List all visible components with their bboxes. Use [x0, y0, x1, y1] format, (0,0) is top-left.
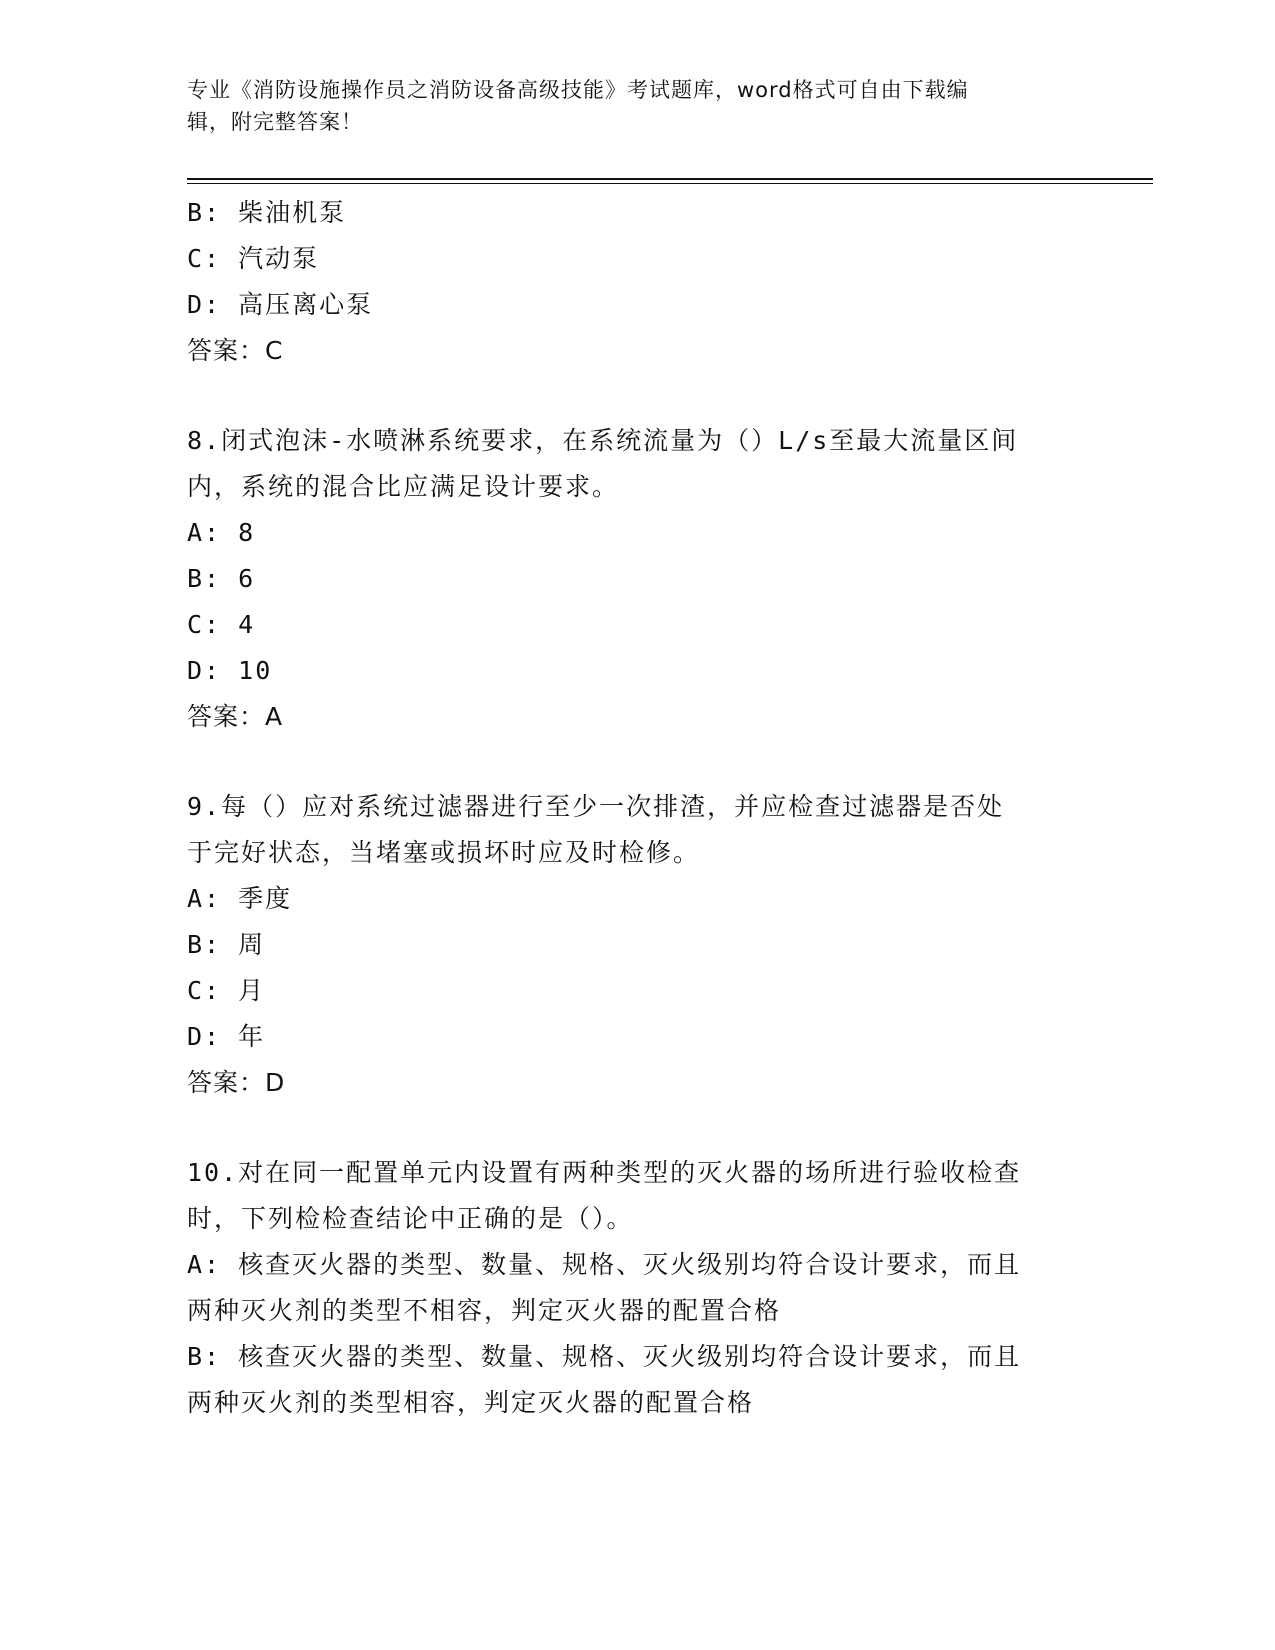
option-c: C: 月: [187, 976, 266, 1005]
option-a: A: 季度: [187, 884, 293, 913]
header-divider-thin: [187, 183, 1153, 184]
option-a: A: 8: [187, 518, 256, 547]
question-stem-continued: 时，下列检检查结论中正确的是（）。: [187, 1204, 634, 1233]
option-b: B: 柴油机泵: [187, 198, 347, 227]
question-stem: 10.对在同一配置单元内设置有两种类型的灭火器的场所进行验收检查: [187, 1158, 1022, 1187]
question-stem: 9.每（）应对系统过滤器进行至少一次排渣，并应检查过滤器是否处: [187, 792, 1005, 821]
option-b: B: 核查灭火器的类型、数量、规格、灭火级别均符合设计要求，而且: [187, 1342, 1022, 1371]
option-b-continued: 两种灭火剂的类型相容，判定灭火器的配置合格: [187, 1388, 755, 1417]
question-8: [187, 418, 1087, 740]
question-content: [187, 190, 1087, 1426]
option-d: D: 高压离心泵: [187, 290, 374, 319]
document-header: [187, 74, 1067, 138]
header-line-2: 辑，附完整答案！: [187, 110, 363, 134]
question-spacer: [187, 1106, 1087, 1150]
option-d: D: 年: [187, 1022, 266, 1051]
option-b: B: 6: [187, 564, 256, 593]
question-stem-continued: 于完好状态，当堵塞或损坏时应及时检修。: [187, 838, 701, 867]
option-d: D: 10: [187, 656, 273, 685]
question-stem: 8.闭式泡沫-水喷淋系统要求，在系统流量为（）L/s至最大流量区间: [187, 426, 1019, 455]
option-a: A: 核查灭火器的类型、数量、规格、灭火级别均符合设计要求，而且: [187, 1250, 1022, 1279]
header-line-1: 专业《消防设施操作员之消防设备高级技能》考试题库，word格式可自由下载编: [187, 78, 969, 102]
header-divider-thick: [187, 178, 1153, 180]
question-spacer: [187, 374, 1087, 418]
option-c: C: 4: [187, 610, 256, 639]
option-c: C: 汽动泵: [187, 244, 320, 273]
question-spacer: [187, 740, 1087, 784]
question-10: [187, 1150, 1087, 1426]
question-7-partial: [187, 190, 1087, 374]
answer-line: 答案：A: [187, 702, 284, 731]
answer-line: 答案：D: [187, 1068, 286, 1097]
question-9: [187, 784, 1087, 1106]
option-b: B: 周: [187, 930, 266, 959]
question-stem-continued: 内，系统的混合比应满足设计要求。: [187, 472, 620, 501]
option-a-continued: 两种灭火剂的类型不相容，判定灭火器的配置合格: [187, 1296, 782, 1325]
answer-line: 答案：C: [187, 336, 284, 365]
